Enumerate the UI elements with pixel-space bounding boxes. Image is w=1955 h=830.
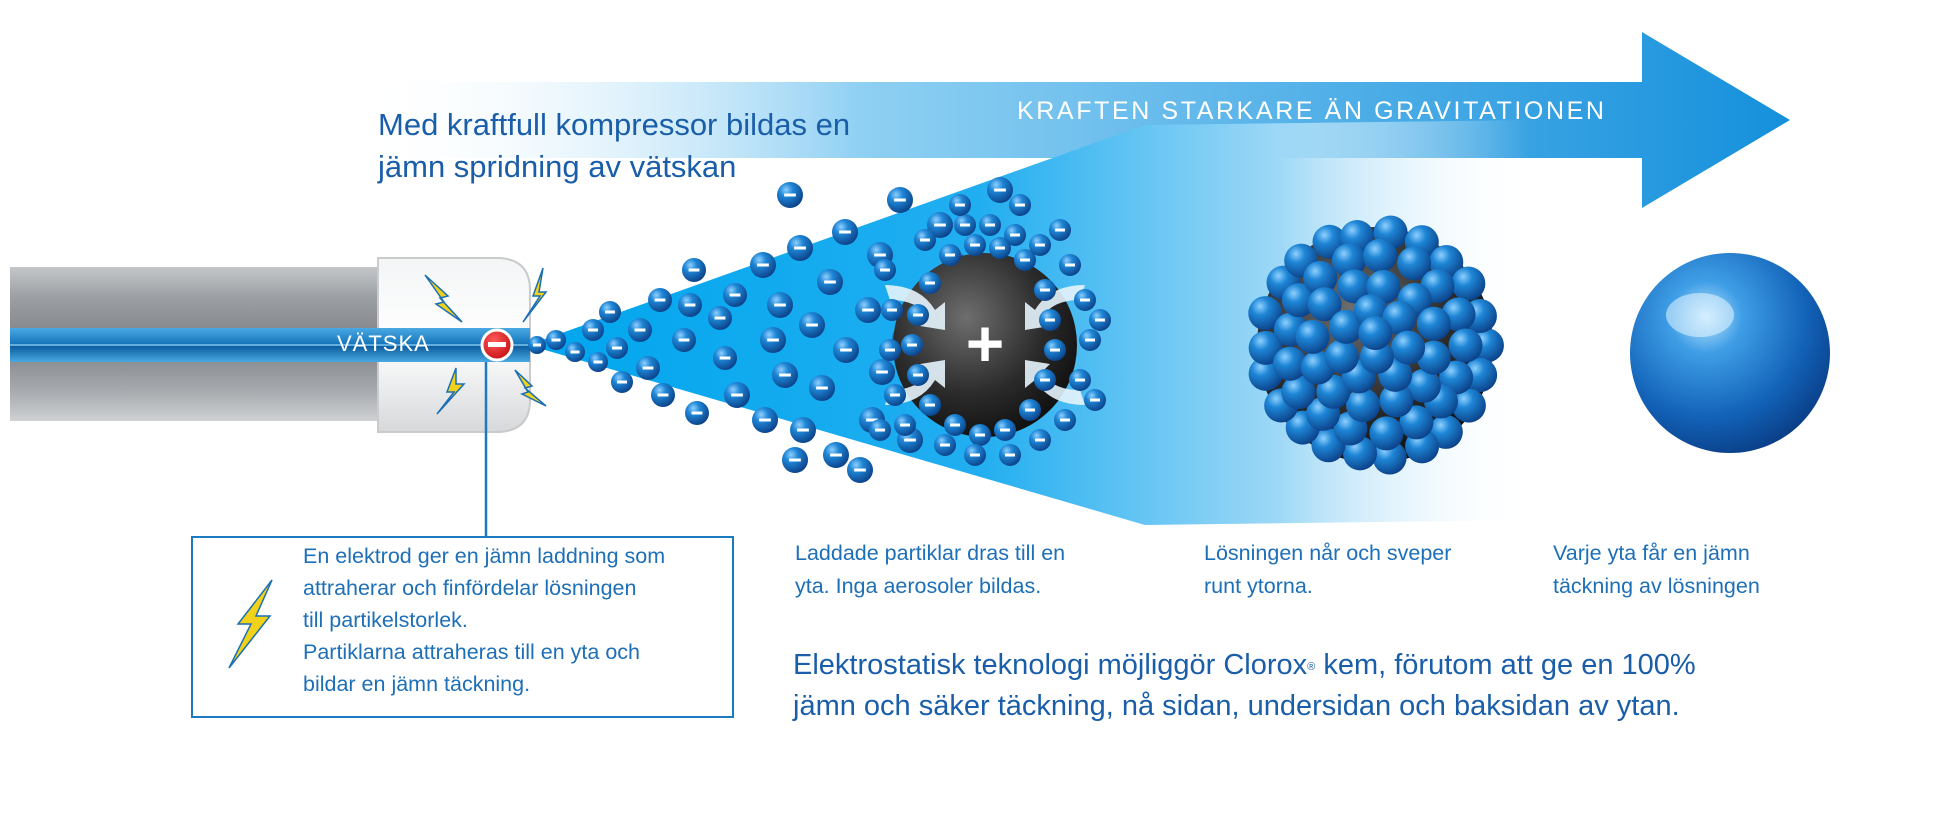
negative-charge-icon <box>876 371 888 374</box>
negative-charge-icon <box>1000 429 1010 432</box>
caption-line: Lösningen når och sveper <box>1204 541 1452 565</box>
negative-charge-icon <box>1095 319 1105 322</box>
negative-charge-icon <box>679 339 690 342</box>
negative-charge-icon <box>887 309 897 312</box>
negative-charge-icon <box>862 309 874 312</box>
negative-charge-icon <box>685 304 696 307</box>
negative-charge-icon <box>658 394 669 397</box>
negative-charge-icon <box>1005 454 1015 457</box>
negative-charge-icon <box>720 357 731 360</box>
negative-charge-icon <box>1015 204 1025 207</box>
negative-charge-icon <box>617 381 627 384</box>
caption-line: runt ytorna. <box>1204 574 1313 598</box>
negative-charge-icon <box>692 412 703 415</box>
headline <box>378 104 978 188</box>
negative-charge-icon <box>994 189 1006 192</box>
negative-charge-icon <box>774 304 786 307</box>
coated-sphere <box>1630 253 1830 453</box>
negative-charge-icon <box>797 429 809 432</box>
negative-charge-icon <box>588 329 598 332</box>
fluid-label: VÄTSKA <box>337 331 430 356</box>
droplet <box>1451 267 1485 301</box>
footer-part: Elektrostatisk teknologi möjliggör Clorox <box>793 649 1308 681</box>
negative-charge-icon <box>970 454 980 457</box>
negative-charge-icon <box>1080 299 1090 302</box>
negative-charge-icon <box>1040 289 1050 292</box>
negative-charge-icon <box>907 344 917 347</box>
negative-charge-icon <box>955 204 965 207</box>
negative-charge-icon <box>894 199 906 202</box>
negative-charge-icon <box>759 419 771 422</box>
negative-charge-icon <box>655 299 666 302</box>
negative-charge-icon <box>1050 349 1060 352</box>
negative-charge-icon <box>854 469 866 472</box>
negative-charge-icon <box>1060 419 1070 422</box>
negative-charge-icon <box>635 329 646 332</box>
negative-charge-icon <box>1010 234 1020 237</box>
electrode-info-text <box>303 540 723 700</box>
negative-charge-icon <box>913 374 923 377</box>
footer-text <box>793 645 1833 727</box>
droplet <box>1363 239 1397 273</box>
negative-charge-icon <box>816 387 828 390</box>
negative-charge-icon <box>960 224 970 227</box>
info-line: till partikelstorlek. <box>303 608 468 632</box>
negative-charge-icon <box>995 247 1005 250</box>
droplet <box>1325 340 1359 374</box>
caption-line: Varje yta får en jämn <box>1553 541 1750 565</box>
negative-charge-icon <box>779 374 791 377</box>
caption-stage3 <box>1553 537 1833 603</box>
negative-charge-icon <box>533 344 541 347</box>
negative-charge-icon <box>1035 439 1045 442</box>
negative-charge-icon <box>730 294 741 297</box>
negative-charge-icon <box>874 254 886 257</box>
negative-charge-icon <box>913 314 923 317</box>
negative-charge-icon <box>731 394 743 397</box>
negative-charge-icon <box>830 454 842 457</box>
info-line: En elektrod ger en jämn laddning som <box>303 544 666 568</box>
negative-charge-icon <box>1025 409 1035 412</box>
negative-charge-icon <box>940 444 950 447</box>
negative-charge-icon <box>784 194 796 197</box>
negative-charge-icon <box>1020 259 1030 262</box>
negative-charge-icon <box>880 269 890 272</box>
negative-charge-icon <box>806 324 818 327</box>
negative-charge-icon <box>789 459 801 462</box>
negative-charge-icon <box>767 339 779 342</box>
negative-charge-icon <box>571 351 580 354</box>
negative-charge-icon <box>925 404 935 407</box>
positive-charge-icon: + <box>965 306 1005 380</box>
caption-line: täckning av lösningen <box>1553 574 1760 598</box>
footer-line2: jämn och säker täckning, nå sidan, undersidan och baksidan av ytan. <box>793 690 1680 722</box>
negative-charge-icon <box>900 424 910 427</box>
negative-charge-icon <box>1035 244 1045 247</box>
negative-charge-icon <box>1040 379 1050 382</box>
negative-charge-icon <box>824 281 836 284</box>
negative-charge-icon <box>605 311 615 314</box>
negative-charge-icon <box>904 439 916 442</box>
caption-line: Laddade partiklar dras till en <box>795 541 1066 565</box>
negative-charge-icon <box>970 244 980 247</box>
trademark-symbol: ® <box>1307 661 1316 673</box>
negative-charge-icon <box>885 349 895 352</box>
negative-charge-icon <box>1055 229 1065 232</box>
footer-part: kem, förutom att ge en 100% <box>1315 649 1696 681</box>
spray-nozzle <box>10 258 546 432</box>
negative-charge-icon <box>945 254 955 257</box>
negative-charge-icon <box>612 347 622 350</box>
negative-charge-icon <box>975 434 985 437</box>
info-line: bildar en jämn täckning. <box>303 672 531 696</box>
headline-line1: Med kraftfull kompressor bildas en <box>378 107 851 142</box>
negative-charge-icon <box>594 361 603 364</box>
info-line: Partiklarna attraheras till en yta och <box>303 640 640 664</box>
droplet <box>1369 416 1403 450</box>
info-line: attraherar och finfördelar lösningen <box>303 576 637 600</box>
droplet <box>1296 320 1330 354</box>
negative-charge-icon <box>1065 264 1075 267</box>
droplet <box>1449 328 1483 362</box>
droplet <box>1417 307 1451 341</box>
negative-charge-icon <box>839 231 851 234</box>
negative-charge-icon <box>925 282 935 285</box>
footer-line1 <box>793 645 1833 686</box>
negative-charge-icon <box>890 394 900 397</box>
headline-line2: jämn spridning av vätskan <box>378 149 737 184</box>
negative-charge-icon <box>934 224 946 227</box>
negative-charge-icon <box>757 264 769 267</box>
negative-charge-icon <box>1075 379 1085 382</box>
negative-charge-icon <box>552 339 561 342</box>
negative-charge-icon <box>794 247 806 250</box>
negative-charge-icon <box>1045 319 1055 322</box>
caption-stage1 <box>795 537 1125 603</box>
negative-charge-icon <box>1090 399 1100 402</box>
droplet <box>1346 388 1380 422</box>
caption-line: yta. Inga aerosoler bildas. <box>795 574 1042 598</box>
droplet <box>1391 331 1425 365</box>
caption-stage2 <box>1204 537 1504 603</box>
negative-charge-icon <box>643 367 654 370</box>
negative-charge-icon <box>950 424 960 427</box>
arrow-label: KRAFTEN STARKARE ÄN GRAVITATIONEN <box>1017 97 1607 125</box>
droplet <box>1358 316 1392 350</box>
negative-charge-icon <box>840 349 852 352</box>
negative-charge-icon <box>875 429 885 432</box>
negative-charge-icon <box>689 269 700 272</box>
negative-charge-icon <box>715 317 726 320</box>
negative-charge-icon <box>1085 339 1095 342</box>
negative-charge-icon <box>920 239 930 242</box>
negative-charge-icon <box>985 224 995 227</box>
